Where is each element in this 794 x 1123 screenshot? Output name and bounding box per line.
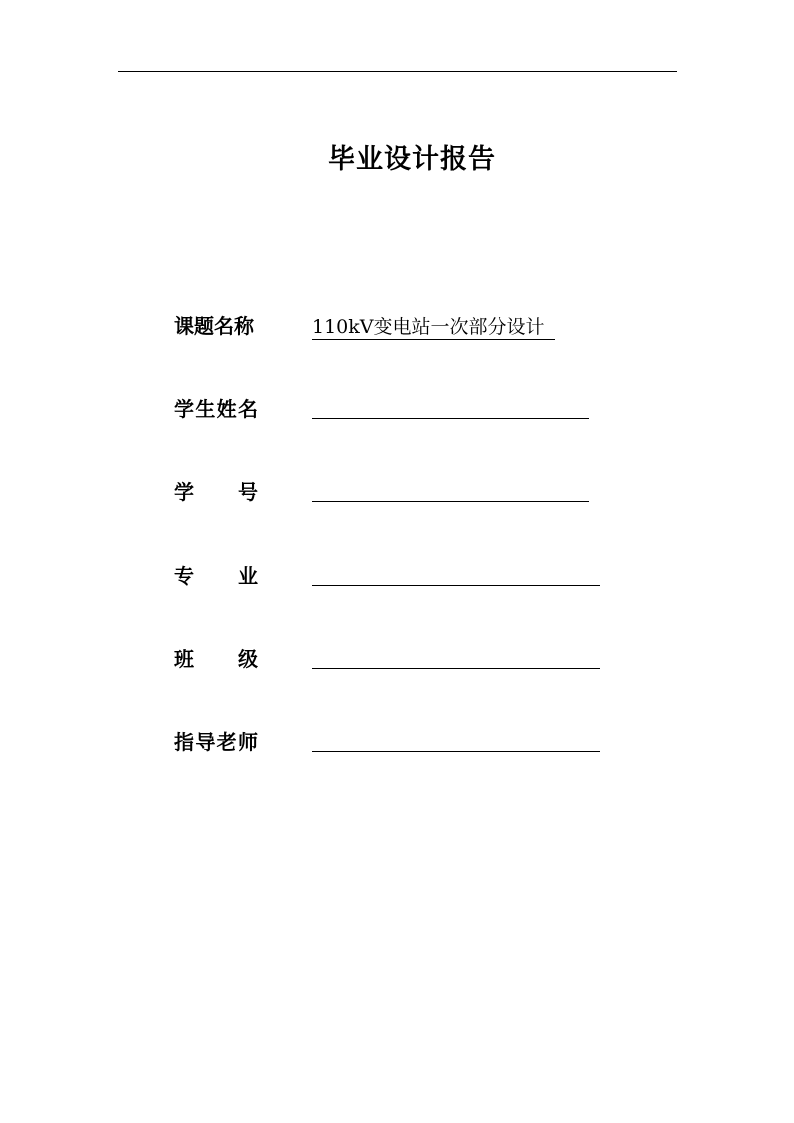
field-row-topic xyxy=(0,314,794,354)
field-label-topic: 课题名称 xyxy=(174,314,254,338)
label-char: 号 xyxy=(238,480,258,504)
label-char: 指 xyxy=(174,730,194,754)
field-label-student-id xyxy=(174,480,258,504)
field-line-advisor[interactable] xyxy=(312,751,600,752)
document-title: 毕业设计报告 xyxy=(328,144,496,175)
label-char: 老 xyxy=(216,730,237,754)
label-char: 生 xyxy=(195,397,216,421)
field-row-student-id xyxy=(0,480,794,520)
field-line-major[interactable] xyxy=(312,585,600,586)
field-label-class xyxy=(174,647,258,671)
header-rule xyxy=(118,71,677,72)
label-char: 姓 xyxy=(216,397,237,421)
label-char: 名 xyxy=(237,397,258,421)
field-value-topic[interactable]: 110kV变电站一次部分设计 xyxy=(312,315,555,340)
label-char: 学 xyxy=(174,480,194,504)
field-row-class xyxy=(0,647,794,687)
field-row-student-name xyxy=(0,397,794,437)
label-char: 级 xyxy=(238,647,258,671)
label-char: 业 xyxy=(238,564,258,588)
field-label-student-name xyxy=(174,397,258,421)
field-label-advisor xyxy=(174,730,258,754)
field-line-student-id[interactable] xyxy=(312,501,589,502)
label-char: 专 xyxy=(174,564,194,588)
field-row-advisor xyxy=(0,730,794,770)
field-line-student-name[interactable] xyxy=(312,418,589,419)
field-row-major xyxy=(0,564,794,604)
label-char: 班 xyxy=(174,647,194,671)
label-char: 学 xyxy=(174,397,194,421)
field-label-major xyxy=(174,564,258,588)
field-line-class[interactable] xyxy=(312,668,600,669)
label-char: 师 xyxy=(237,730,258,754)
label-char: 导 xyxy=(195,730,216,754)
